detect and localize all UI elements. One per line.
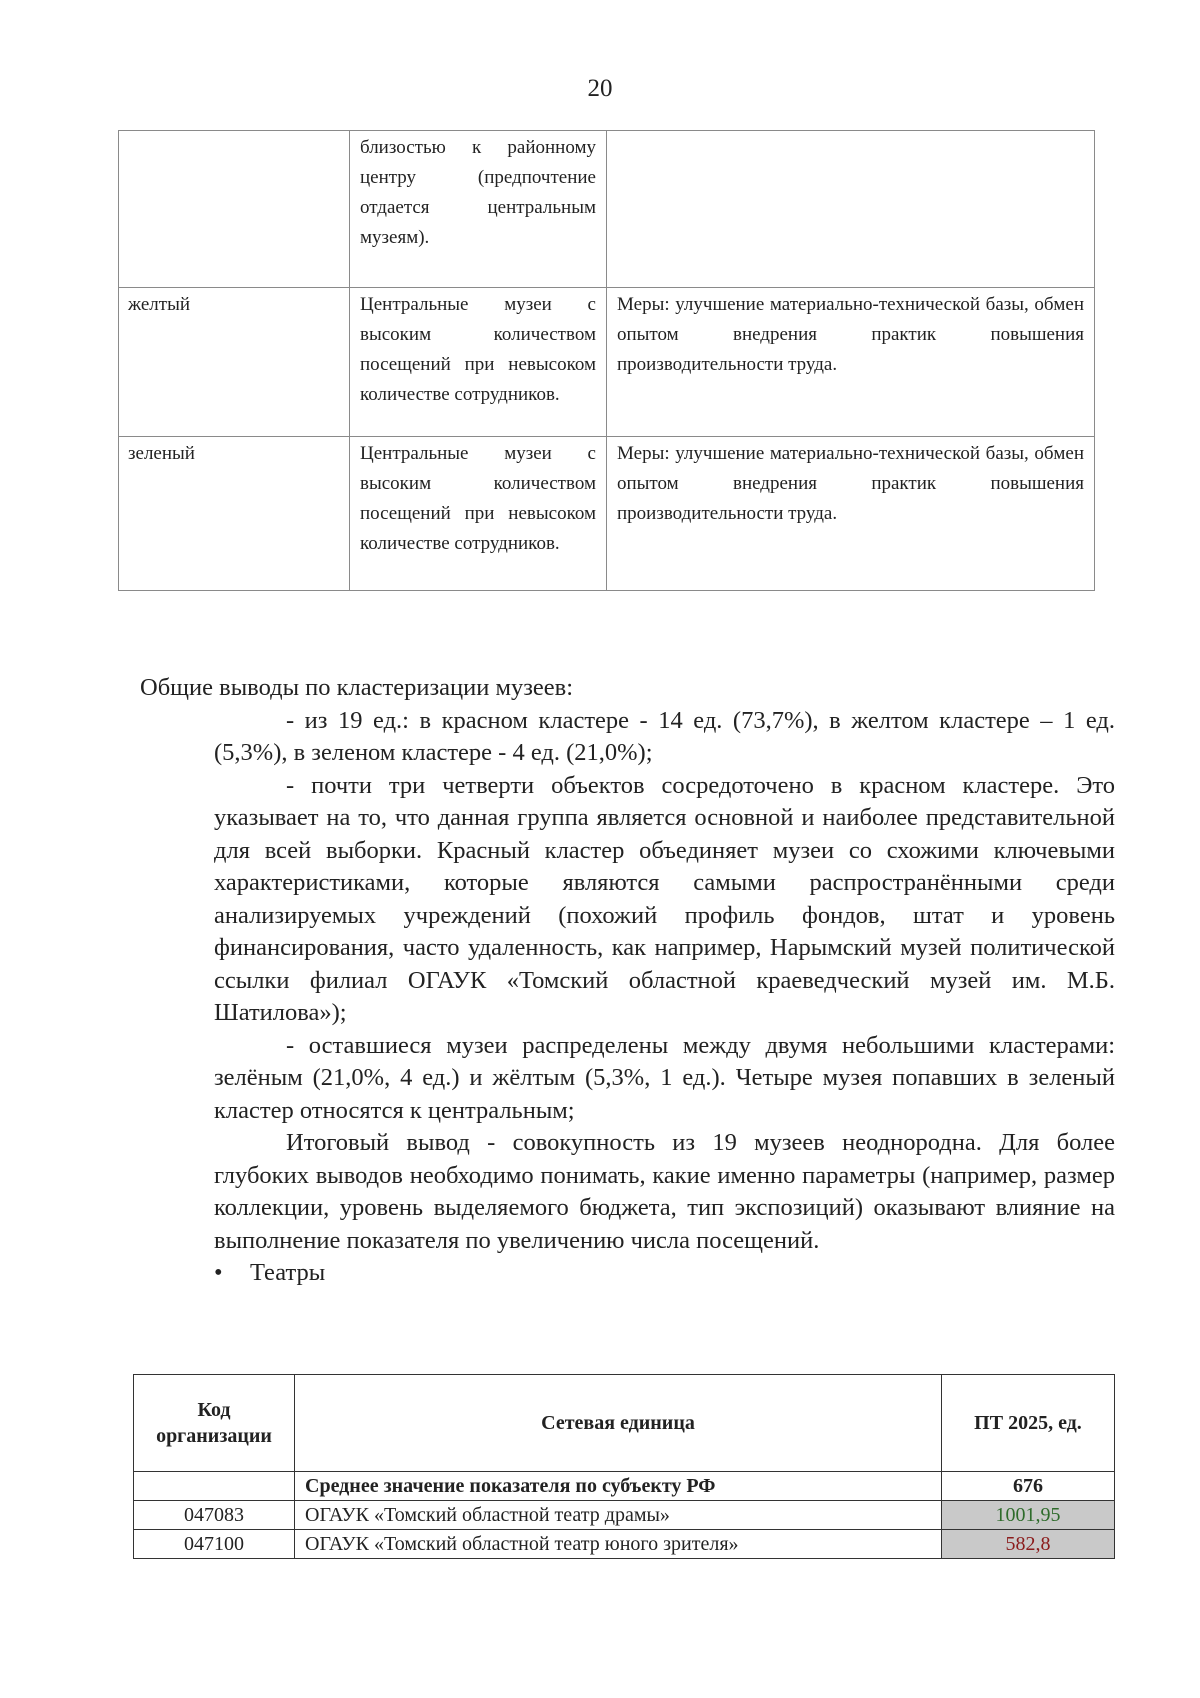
theatre-table-header [134,1375,1115,1472]
cluster-color-cell: зеленый [119,437,350,591]
theatre-table [133,1374,1115,1559]
conclusion-paragraph: - почти три четверти объектов сосредоточено в красном кластере. Это указывает на то, что данная группа является основной и наиболее представительной для всей выборки. Красный кластер объединяет музеи со схожими ключевыми характеристиками, которые являются самыми распространёнными среди анализируемых учреждений (похожий профиль фондов, штат и уровень финансирования, часто удаленность, как например, Нарымский музей политической ссылки филиал ОГАУК «Томский областной краеведческий музей им. М.Б. Шатилова»); [214,771,1115,1026]
average-name: Среднее значение показателя по субъекту РФ [295,1472,942,1501]
header-value: ПТ 2025, ед. [942,1375,1115,1472]
conclusions-heading: Общие выводы по кластеризации музеев: [140,674,574,701]
org-name: ОГАУК «Томский областной театр драмы» [295,1501,942,1530]
cluster-description-cell: Центральные музеи с высоким количеством посещений при невысоком количестве сотрудников. [350,437,607,591]
table-row [134,1530,1115,1559]
bullet-item [214,1257,1115,1290]
conclusion-paragraph: - из 19 ед.: в красном кластере - 14 ед. (73,7%), в желтом кластере – 1 ед. (5,3%), в зеленом кластере - 4 ед. (21,0%); [214,706,1115,766]
org-name: ОГАУК «Томский областной театр юного зрителя» [295,1530,942,1559]
cluster-description-cell: Центральные музеи с высоким количеством посещений при невысоком количестве сотрудников. [350,288,607,437]
header-name: Сетевая единица [295,1375,942,1472]
cluster-measures-cell: Меры: улучшение материально-технической базы, обмен опытом внедрения практик повышения производительности труда. [607,437,1095,591]
org-code: 047100 [134,1530,295,1559]
page-number: 20 [587,75,613,102]
cluster-measures-cell [607,131,1095,288]
cluster-row [119,437,1095,591]
bullet-icon: • [214,1259,223,1286]
indicator-value: 582,8 [942,1530,1115,1559]
cluster-row [119,131,1095,288]
org-code: 047083 [134,1501,295,1530]
cluster-table [118,130,1095,591]
average-row [134,1472,1115,1501]
cluster-description-cell: близостью к районному центру (предпочтение отдается центральным музеям). [350,131,607,288]
bullet-label: Театры [250,1259,326,1286]
conclusion-paragraph: - оставшиеся музеи распределены между двумя небольшими кластерами: зелёным (21,0%, 4 ед.) и жёлтым (5,3%, 1 ед.). Четыре музея попавших в зеленый кластер относятся к центральным; [214,1031,1115,1124]
average-value: 676 [942,1472,1115,1501]
conclusion-paragraph: Итоговый вывод - совокупность из 19 музеев неоднородна. Для более глубоких выводов необходимо понимать, какие именно параметры (например, размер коллекции, уровень выделяемого бюджета, тип экспозиций) оказывают влияние на выполнение показателя по увеличению числа посещений. [214,1129,1115,1254]
cluster-color-cell: желтый [119,288,350,437]
average-code [134,1472,295,1501]
cluster-measures-cell: Меры: улучшение материально-технической базы, обмен опытом внедрения практик повышения производительности труда. [607,288,1095,437]
cluster-row [119,288,1095,437]
cluster-color-cell [119,131,350,288]
table-row [134,1501,1115,1530]
conclusions-section [140,672,1115,1290]
indicator-value: 1001,95 [942,1501,1115,1530]
header-code: Код организации [134,1375,295,1472]
